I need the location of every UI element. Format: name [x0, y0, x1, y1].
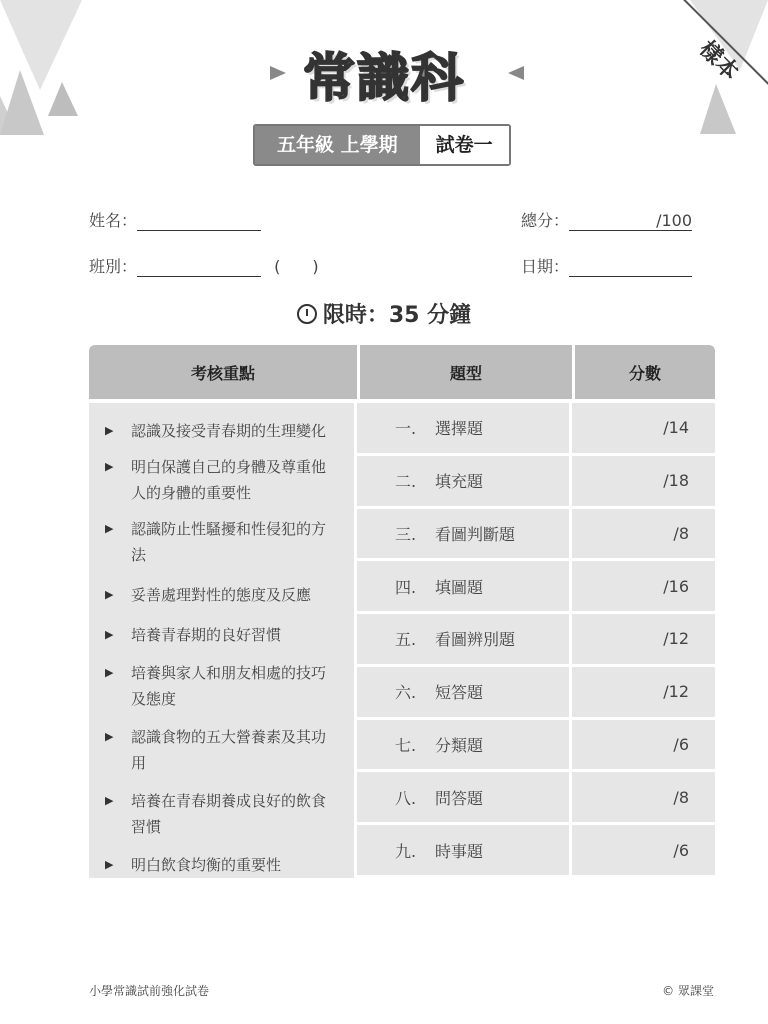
name-field — [89, 208, 261, 231]
total-label: 總分： — [521, 211, 570, 230]
date-field — [521, 254, 692, 277]
question-type: 二. 填充題 — [357, 456, 572, 509]
triangle-bullet-icon: ▶ — [105, 424, 114, 437]
list-item: ▶ 培養與家人和朋友相處的技巧及態度 — [105, 660, 340, 712]
class-field — [89, 254, 319, 277]
header-focus: 考核重點 — [89, 345, 357, 399]
triangle-bullet-icon: ▶ — [105, 794, 114, 807]
page-title: 常識科 — [302, 49, 465, 109]
grade-label: 五年級 上學期 — [255, 126, 420, 164]
date-blank[interactable] — [569, 257, 692, 277]
question-score: /6 — [572, 720, 715, 773]
question-score: /12 — [572, 614, 715, 667]
total-field — [521, 208, 692, 231]
list-item: ▶ 培養在青春期養成良好的飲食習慣 — [105, 788, 340, 840]
question-type: 九. 時事題 — [357, 825, 572, 878]
name-blank[interactable] — [137, 211, 261, 231]
footer-series-title: 小學常識試前強化試卷 — [89, 984, 210, 998]
class-number-paren: ( ) — [274, 257, 319, 276]
list-item: ▶ 認識及接受青春期的生理變化 — [105, 418, 340, 444]
total-blank[interactable] — [569, 211, 692, 231]
list-item: ▶ 認識食物的五大營養素及其功用 — [105, 724, 340, 776]
class-blank[interactable] — [137, 257, 261, 277]
list-item: ▶ 培養青春期的良好習慣 — [105, 622, 340, 648]
question-score: /12 — [572, 667, 715, 720]
list-item: ▶ 認識防止性騷擾和性侵犯的方法 — [105, 516, 340, 568]
triangle-bullet-icon: ▶ — [105, 666, 114, 679]
stopwatch-icon — [297, 304, 317, 324]
date-label: 日期： — [521, 257, 570, 276]
question-type: 三. 看圖判斷題 — [357, 509, 572, 562]
focus-list — [89, 403, 357, 878]
table-header-row — [89, 345, 715, 399]
header-type: 題型 — [357, 345, 572, 399]
triangle-bullet-icon: ▶ — [105, 460, 114, 473]
question-score: /8 — [572, 772, 715, 825]
header-score: 分數 — [572, 345, 715, 399]
sample-tag: 樣本 — [694, 36, 743, 86]
assessment-table — [89, 345, 715, 878]
list-item: ▶ 明白保護自己的身體及尊重他人的身體的重要性 — [105, 454, 340, 506]
question-type: 八. 問答題 — [357, 772, 572, 825]
triangle-bullet-icon: ▶ — [105, 628, 114, 641]
time-limit-label: 限時：35 分鐘 — [322, 303, 472, 328]
triangle-bullet-icon: ▶ — [105, 588, 114, 601]
question-type: 四. 填圖題 — [357, 561, 572, 614]
total-suffix: /100 — [656, 211, 693, 230]
triangle-bullet-icon: ▶ — [105, 522, 114, 535]
question-type: 一. 選擇題 — [357, 403, 572, 456]
paper-label: 試卷一 — [420, 126, 509, 164]
table-row — [89, 403, 715, 456]
question-score: /18 — [572, 456, 715, 509]
question-type: 七. 分類題 — [357, 720, 572, 773]
question-type: 五. 看圖辨別題 — [357, 614, 572, 667]
name-label: 姓名： — [89, 211, 138, 230]
question-score: /6 — [572, 825, 715, 878]
triangle-bullet-icon: ▶ — [105, 858, 114, 871]
title-right-arrow-icon — [508, 66, 524, 80]
question-type: 六. 短答題 — [357, 667, 572, 720]
time-limit — [0, 298, 768, 329]
question-score: /16 — [572, 561, 715, 614]
question-score: /14 — [572, 403, 715, 456]
list-item: ▶ 妥善處理對性的態度及反應 — [105, 582, 340, 608]
list-item: ▶ 明白飲食均衡的重要性 — [105, 852, 340, 878]
grade-box — [253, 124, 511, 166]
class-label: 班別： — [89, 257, 138, 276]
footer-copyright: © 眾課堂 — [662, 984, 714, 998]
sample-corner — [608, 0, 768, 160]
question-score: /8 — [572, 509, 715, 562]
triangle-bullet-icon: ▶ — [105, 730, 114, 743]
